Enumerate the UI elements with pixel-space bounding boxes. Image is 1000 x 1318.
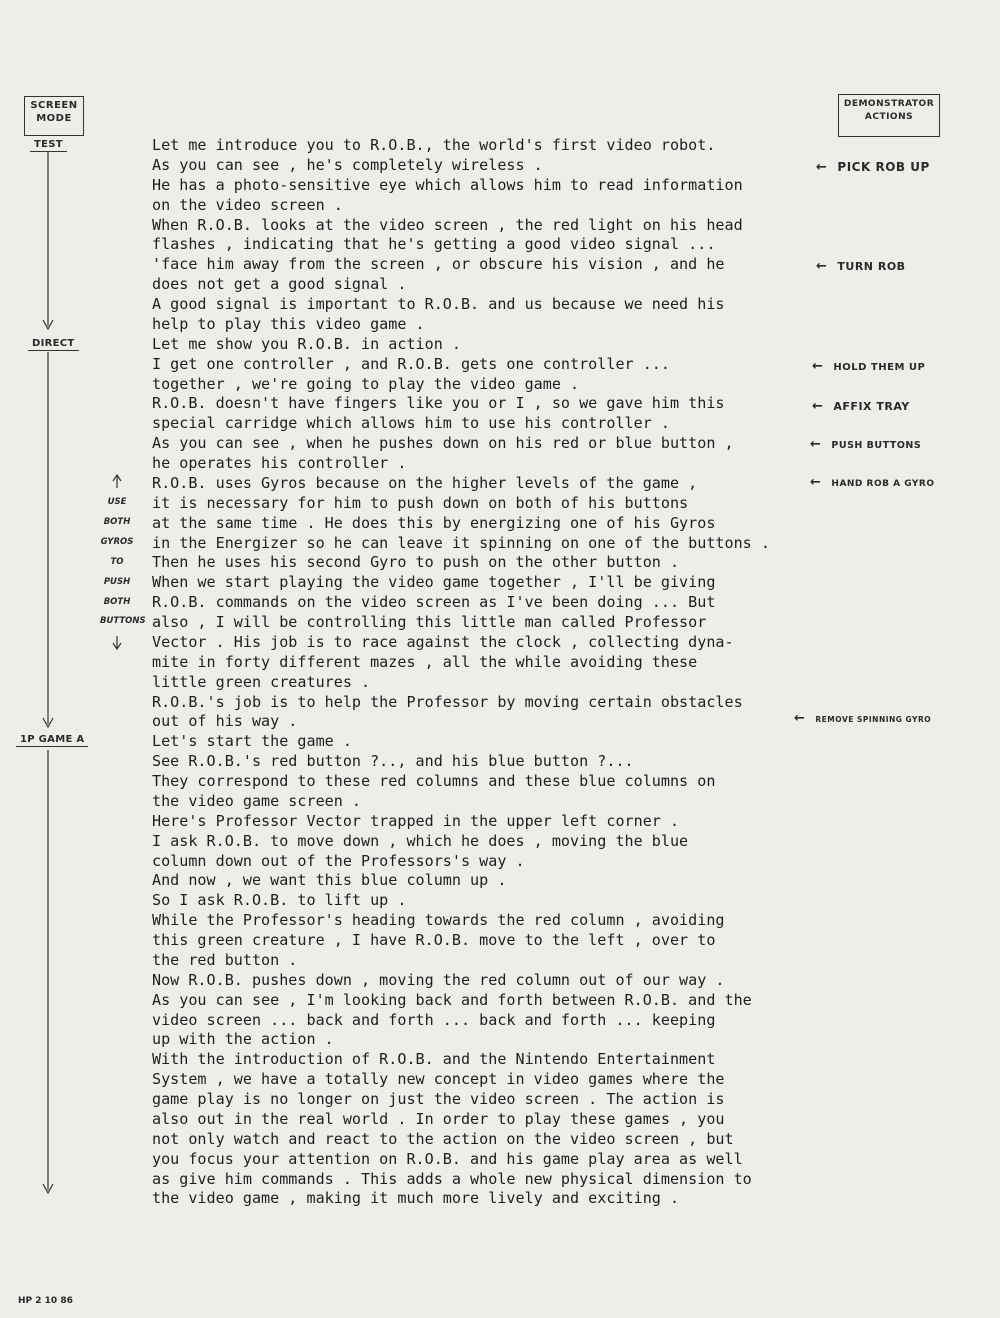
script-line: As you can see , I'm looking back and forth between R.O.B. and the (152, 990, 752, 1009)
left-arrow-icon: ← (810, 475, 822, 490)
script-line: also out in the real world . In order to play these games , you (152, 1109, 725, 1128)
script-line: When we start playing the video game together , I'll be giving (152, 573, 716, 592)
side-note-word: BOTH (103, 516, 131, 527)
demonstrator-actions-header (838, 94, 940, 137)
mode-label-direct (28, 338, 79, 349)
script-line: System , we have a totally new concept in video games where the (152, 1070, 725, 1089)
script-line: does not get a good signal . (152, 275, 407, 294)
demonstrator-actions-header-line1: DEMONSTRATOR (843, 99, 935, 109)
script-line: it is necessary for him to push down on both of his buttons (152, 493, 689, 512)
side-note-word: USE (107, 497, 127, 507)
script-line: As you can see , he's completely wireless . (152, 155, 543, 174)
action-affix-tray (812, 399, 910, 414)
script-line: When R.O.B. looks at the video screen , the red light on his head (152, 215, 743, 234)
script-line: mite in forty different mazes , all the while avoiding these (152, 652, 698, 671)
script-line: Here's Professor Vector trapped in the upper left corner . (152, 811, 680, 830)
script-line: the red button . (152, 950, 298, 969)
script-line: I ask R.O.B. to move down , which he does , moving the blue (152, 831, 689, 850)
script-line: R.O.B. doesn't have fingers like you or I , so we gave him this (152, 394, 725, 413)
side-note-word: BOTH (103, 596, 131, 607)
action-text: TURN ROB (837, 260, 906, 273)
demonstrator-actions-header-line2: ACTIONS (864, 112, 914, 122)
action-turn-rob (816, 259, 906, 274)
script-line: Let me introduce you to R.O.B., the world's first video robot. (152, 136, 716, 154)
screen-mode-header-line1: SCREEN (30, 100, 78, 111)
demo-script-text (152, 136, 770, 1209)
left-arrow-icon: ← (810, 437, 822, 452)
action-hold-them-up (812, 359, 925, 374)
action-pick-rob-up (816, 160, 930, 175)
action-text: PUSH BUTTONS (831, 440, 922, 451)
action-text: HOLD THEM UP (833, 362, 926, 373)
script-line: on the video screen . (152, 195, 343, 214)
screen-mode-header-line2: MODE (36, 113, 72, 124)
action-hand-rob-a-gyro (810, 475, 935, 490)
mode-label-direct-text: DIRECT (28, 338, 79, 351)
script-line: And now , we want this blue column up . (152, 871, 507, 890)
screen-mode-header (24, 96, 84, 136)
side-note-word: PUSH (103, 576, 131, 587)
script-line: special carridge which allows him to use his controller . (152, 414, 670, 433)
action-text: PICK ROB UP (837, 160, 930, 174)
script-line: A good signal is important to R.O.B. and us because we need his (152, 295, 725, 313)
script-line: R.O.B. commands on the video screen as I've been doing ... But (152, 593, 716, 612)
script-line: Then he uses his second Gyro to push on the other button . (152, 553, 680, 572)
script-line: They correspond to these red columns and these blue columns on (152, 772, 716, 790)
script-line: column down out of the Professors's way . (152, 851, 525, 870)
script-line: While the Professor's heading towards the red column , avoiding (152, 911, 725, 930)
side-note-word: TO (110, 556, 124, 567)
script-line: So I ask R.O.B. to lift up . (152, 891, 407, 910)
action-text: REMOVE SPINNING GYRO (815, 715, 932, 724)
side-note-word: BUTTONS (100, 616, 146, 627)
mode-label-test (30, 139, 67, 150)
script-line: R.O.B.'s job is to help the Professor by moving certain obstacles (152, 692, 743, 711)
script-line: Now R.O.B. pushes down , moving the red column out of our way . (152, 970, 725, 989)
left-arrow-icon: ← (816, 160, 828, 175)
script-line: as give him commands . This adds a whole new physical dimension to (152, 1169, 752, 1188)
script-line: in the Energizer so he can leave it spinning on one of the buttons . (152, 533, 770, 552)
left-arrow-icon: ← (794, 711, 806, 726)
script-line: I get one controller , and R.O.B. gets one controller ... (152, 354, 670, 373)
mode-label-test-text: TEST (30, 139, 67, 152)
script-line: at the same time . He does this by energizing one of his Gyros (152, 513, 716, 532)
script-line: not only watch and react to the action on the video screen , but (152, 1129, 734, 1148)
left-arrow-icon: ← (812, 359, 824, 374)
left-arrow-icon: ← (812, 399, 824, 414)
left-arrow-icon: ← (816, 259, 828, 274)
mode-label-game-text: 1P GAME A (16, 734, 88, 747)
script-line: out of his way . (152, 712, 298, 731)
script-line: up with the action . (152, 1030, 334, 1049)
script-line: R.O.B. uses Gyros because on the higher levels of the game , (152, 473, 698, 492)
script-line: 'face him away from the screen , or obscure his vision , and he (152, 255, 725, 274)
side-note-word: GYROS (100, 536, 134, 547)
mode-label-game (16, 734, 88, 745)
side-note-gyros (100, 493, 146, 632)
script-line: video screen ... back and forth ... back and forth ... keeping (152, 1010, 716, 1029)
script-line: As you can see , when he pushes down on his red or blue button , (152, 434, 734, 453)
action-text: HAND ROB A GYRO (831, 479, 935, 489)
script-line: He has a photo-sensitive eye which allows him to read information (152, 175, 743, 194)
script-line: you focus your attention on R.O.B. and his game play area as well (152, 1149, 743, 1168)
script-line: game play is no longer on just the video screen . The action is (152, 1090, 725, 1108)
script-line: also , I will be controlling this little man called Professor (152, 613, 707, 631)
action-push-buttons (810, 437, 921, 452)
script-line: he operates his controller . (152, 454, 407, 472)
script-line: help to play this video game . (152, 314, 425, 333)
script-line: Let's start the game . (152, 732, 352, 751)
script-line: See R.O.B.'s red button ?.., and his blue button ?... (152, 752, 634, 771)
script-line: together , we're going to play the video game . (152, 374, 580, 393)
action-remove-spinning-gyro (794, 711, 931, 726)
script-line: flashes , indicating that he's getting a good video signal ... (152, 235, 716, 254)
script-line: the video game , making it much more lively and exciting . (152, 1189, 680, 1208)
script-line: Vector . His job is to race against the clock , collecting dyna- (152, 632, 734, 651)
script-line: the video game screen . (152, 791, 362, 810)
script-line: this green creature , I have R.O.B. move to the left , over to (152, 931, 716, 949)
action-text: AFFIX TRAY (833, 400, 910, 413)
script-line: With the introduction of R.O.B. and the Nintendo Entertainment (152, 1050, 716, 1069)
footer-initials-date: HP 2 10 86 (18, 1296, 73, 1306)
script-line: Let me show you R.O.B. in action . (152, 334, 461, 353)
script-line: little green creatures . (152, 672, 371, 691)
